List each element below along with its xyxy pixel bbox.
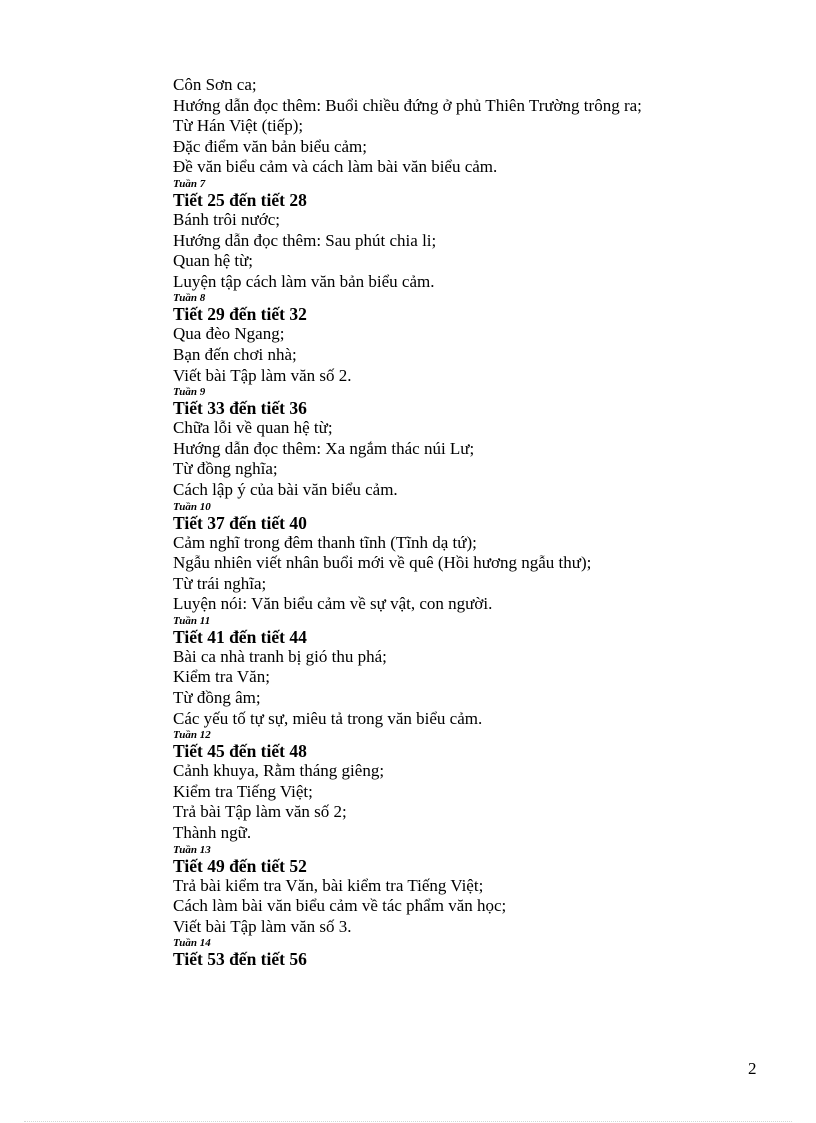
lesson-item: Qua đèo Ngang; [173, 324, 285, 344]
week-section [173, 729, 773, 843]
week-label: Tuần 12 [173, 729, 211, 742]
page-number: 2 [748, 1059, 757, 1078]
week-label: Tuần 13 [173, 843, 211, 856]
intro-line: Đặc điểm văn bản biểu cảm; [173, 136, 368, 156]
week-section [173, 937, 773, 969]
lesson-item: Luyện nói: Văn biểu cảm về sự vật, con người. [173, 594, 493, 614]
lesson-item: Viết bài Tập làm văn số 3. [173, 916, 352, 936]
week-section [173, 178, 773, 292]
lesson-item: Cảm nghĩ trong đêm thanh tĩnh (Tĩnh dạ tứ); [173, 532, 477, 552]
week-list [173, 178, 773, 969]
week-section [173, 501, 773, 615]
period-heading: Tiết 29 đến tiết 32 [173, 304, 307, 325]
lesson-item: Trả bài kiểm tra Văn, bài kiểm tra Tiếng Việt; [173, 875, 484, 895]
week-label: Tuần 9 [173, 386, 206, 399]
intro-line: Côn Sơn ca; [173, 75, 257, 94]
lesson-item: Ngẫu nhiên viết nhân buổi mới về quê (Hồi hương ngẫu thư); [173, 553, 592, 573]
lesson-item: Từ đồng âm; [173, 688, 261, 708]
period-heading: Tiết 37 đến tiết 40 [173, 512, 307, 533]
lesson-item: Bạn đến chơi nhà; [173, 344, 297, 364]
lesson-item: Hướng dẫn đọc thêm: Sau phút chia li; [173, 230, 437, 250]
week-label: Tuần 7 [173, 177, 206, 190]
week-section [173, 386, 773, 500]
lesson-item: Bài ca nhà tranh bị gió thu phá; [173, 646, 387, 666]
period-heading: Tiết 53 đến tiết 56 [173, 949, 307, 970]
lesson-item: Luyện tập cách làm văn bản biểu cảm. [173, 271, 435, 291]
week-section [173, 615, 773, 729]
week-section [173, 844, 773, 938]
lesson-item: Cách lập ý của bài văn biểu cảm. [173, 479, 398, 499]
lesson-item: Thành ngữ. [173, 823, 252, 843]
intro-lines [173, 75, 773, 178]
lesson-item: Từ đồng nghĩa; [173, 459, 278, 479]
week-label: Tuần 10 [173, 500, 211, 513]
week-label: Tuần 14 [173, 937, 211, 950]
lesson-item: Kiểm tra Tiếng Việt; [173, 781, 313, 801]
week-label: Tuần 8 [173, 292, 206, 305]
week-label: Tuần 11 [173, 614, 211, 627]
lesson-item: Cảnh khuya, Rằm tháng giêng; [173, 761, 385, 781]
period-heading: Tiết 25 đến tiết 28 [173, 189, 307, 210]
intro-line: Từ Hán Việt (tiếp); [173, 116, 304, 136]
period-heading: Tiết 49 đến tiết 52 [173, 855, 307, 876]
week-section [173, 292, 773, 386]
lesson-item: Quan hệ từ; [173, 251, 254, 271]
intro-line: Đề văn biểu cảm và cách làm bài văn biểu cảm. [173, 157, 498, 177]
lesson-item: Bánh trôi nước; [173, 209, 280, 229]
period-heading: Tiết 33 đến tiết 36 [173, 398, 307, 419]
lesson-item: Từ trái nghĩa; [173, 573, 267, 593]
lesson-item: Kiểm tra Văn; [173, 667, 270, 687]
intro-line: Hướng dẫn đọc thêm: Buổi chiều đứng ở phủ Thiên Trường trông ra; [173, 95, 642, 115]
page-bottom-border [24, 1121, 792, 1122]
lesson-item: Chữa lỗi về quan hệ từ; [173, 418, 333, 438]
document-body [173, 75, 773, 969]
period-heading: Tiết 45 đến tiết 48 [173, 741, 307, 762]
period-heading: Tiết 41 đến tiết 44 [173, 626, 307, 647]
lesson-item: Trả bài Tập làm văn số 2; [173, 802, 347, 822]
lesson-item: Hướng dẫn đọc thêm: Xa ngắm thác núi Lư; [173, 438, 475, 458]
lesson-item: Viết bài Tập làm văn số 2. [173, 365, 352, 385]
lesson-item: Cách làm bài văn biểu cảm về tác phẩm văn học; [173, 896, 507, 916]
lesson-item: Các yếu tố tự sự, miêu tả trong văn biểu cảm. [173, 708, 483, 728]
